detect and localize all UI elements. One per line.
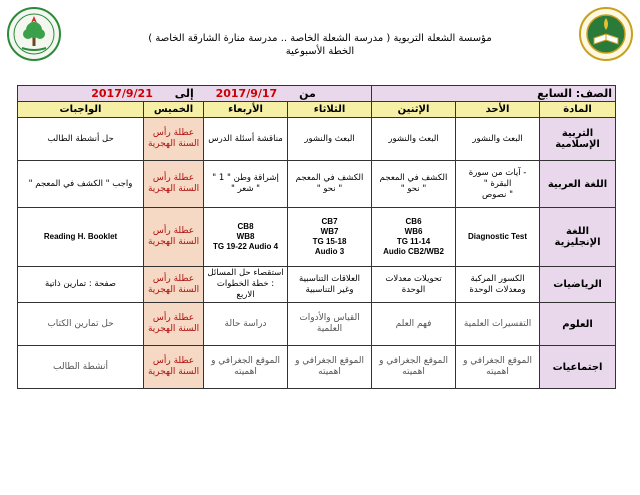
from-date: 2017/9/17 <box>215 87 278 100</box>
cell-line: الكشف في المعجم <box>379 173 448 183</box>
cell-line: " شعر " <box>230 184 261 194</box>
col-thursday-header: الخميس <box>144 102 204 118</box>
cell-line: WB6 <box>404 227 423 236</box>
cell-line: TG 15-18 <box>312 237 347 246</box>
cell-line: CB8 <box>237 222 254 231</box>
table-row-social <box>18 346 616 389</box>
plan-title: الخطة الأسبوعية <box>285 46 355 57</box>
thursday-holiday-cell: عطلة رأس السنة الهجرية <box>144 208 204 267</box>
monday-cell: فهم العلم <box>372 303 456 346</box>
monday-cell <box>372 161 456 208</box>
monday-cell <box>372 208 456 267</box>
header-title-block <box>120 32 520 58</box>
monday-cell: تحويلات معدلات الوحدة <box>372 267 456 303</box>
cell-line: الكشف في المعجم <box>295 173 364 183</box>
cell-line: Audio 3 <box>314 247 345 256</box>
wednesday-cell: دراسة حالة <box>204 303 288 346</box>
class-label: الصف: السابع <box>372 86 616 102</box>
tuesday-cell: القياس والأدوات العلمية <box>288 303 372 346</box>
wednesday-cell: مناقشة أسئلة الدرس <box>204 118 288 161</box>
homework-cell: أنشطة الطالب <box>18 346 144 389</box>
subject-cell: العلوم <box>540 303 616 346</box>
table-row-english <box>18 208 616 267</box>
wednesday-cell: استقصاء حل المسائل : خطة الخطوات الاربع <box>204 267 288 303</box>
cell-line: " نحو " <box>400 184 427 194</box>
cell-line: " نصوص <box>482 189 514 200</box>
table-row-science <box>18 303 616 346</box>
thursday-holiday-cell: عطلة رأس السنة الهجرية <box>144 346 204 389</box>
table-row-islamic <box>18 118 616 161</box>
thursday-holiday-cell: عطلة رأس السنة الهجرية <box>144 267 204 303</box>
cell-line: WB8 <box>236 232 255 241</box>
cell-line: WB7 <box>320 227 339 236</box>
sunday-cell: البعث والنشور <box>456 118 540 161</box>
table-row-arabic <box>18 161 616 208</box>
cell-line: " نحو " <box>316 184 343 194</box>
class-date-row <box>18 86 616 102</box>
weekly-plan-table <box>17 85 616 389</box>
cell-line: TG 19-22 Audio 4 <box>213 242 279 251</box>
thursday-holiday-cell: عطلة رأس السنة الهجرية <box>144 161 204 208</box>
tuesday-cell <box>288 208 372 267</box>
homework-cell: Reading H. Booklet <box>18 208 144 267</box>
homework-cell: حل تمارين الكتاب <box>18 303 144 346</box>
school-logo-book-icon <box>578 6 634 62</box>
date-range <box>18 86 372 102</box>
thursday-holiday-cell: عطلة رأس السنة الهجرية <box>144 118 204 161</box>
to-date: 2017/9/21 <box>91 87 153 100</box>
wednesday-cell: الموقع الجغرافي و اهميته <box>204 346 288 389</box>
monday-cell: الموقع الجغرافي و اهميته <box>372 346 456 389</box>
tuesday-cell: الموقع الجغرافي و اهميته <box>288 346 372 389</box>
tuesday-cell: العلاقات التناسبية وغير التناسبية <box>288 267 372 303</box>
cell-line: إشراقة وطن " 1 " <box>212 173 279 183</box>
cell-line: CB7 <box>321 217 338 226</box>
col-wednesday-header: الأربعاء <box>204 102 288 118</box>
wednesday-cell <box>204 161 288 208</box>
from-label: من <box>299 87 316 100</box>
wednesday-cell <box>204 208 288 267</box>
subject-cell: اجتماعيات <box>540 346 616 389</box>
school-logo-tree-icon <box>6 6 62 62</box>
homework-cell: صفحة : تمارين ذاتية <box>18 267 144 303</box>
sunday-cell: الكسور المركبة ومعدلات الوحدة <box>456 267 540 303</box>
subject-cell: اللغة العربية <box>540 161 616 208</box>
col-monday-header: الإثنين <box>372 102 456 118</box>
homework-cell: حل أنشطة الطالب <box>18 118 144 161</box>
col-sunday-header: الأحد <box>456 102 540 118</box>
sunday-cell: الموقع الجغرافي و اهميته <box>456 346 540 389</box>
col-homework-header: الواجبات <box>18 102 144 118</box>
subject-cell: الرياضيات <box>540 267 616 303</box>
table-row-math <box>18 267 616 303</box>
cell-line: - آيات من سورة البقرة " <box>468 167 527 189</box>
col-subject-header: المادة <box>540 102 616 118</box>
col-tuesday-header: الثلاثاء <box>288 102 372 118</box>
cell-line: CB6 <box>405 217 422 226</box>
cell-line: TG 11-14 <box>396 237 431 246</box>
tuesday-cell <box>288 161 372 208</box>
subject-cell: اللغة الإنجليزية <box>540 208 616 267</box>
sunday-cell <box>456 161 540 208</box>
monday-cell: البعث والنشور <box>372 118 456 161</box>
organization-title: مؤسسة الشعلة التربوية ( مدرسة الشعلة الخاصة .. مدرسة منارة الشارقة الخاصة ) <box>148 33 492 44</box>
page-header <box>0 0 640 80</box>
thursday-holiday-cell: عطلة رأس السنة الهجرية <box>144 303 204 346</box>
cell-line: Audio CB2/WB2 <box>383 247 444 256</box>
homework-cell: واجب " الكشف في المعجم " <box>18 161 144 208</box>
sunday-cell: التفسيرات العلمية <box>456 303 540 346</box>
column-header-row <box>18 102 616 118</box>
to-label: إلى <box>174 87 194 100</box>
subject-cell: التربية الإسلامية <box>540 118 616 161</box>
sunday-cell: Diagnostic Test <box>456 208 540 267</box>
tuesday-cell: البعث والنشور <box>288 118 372 161</box>
